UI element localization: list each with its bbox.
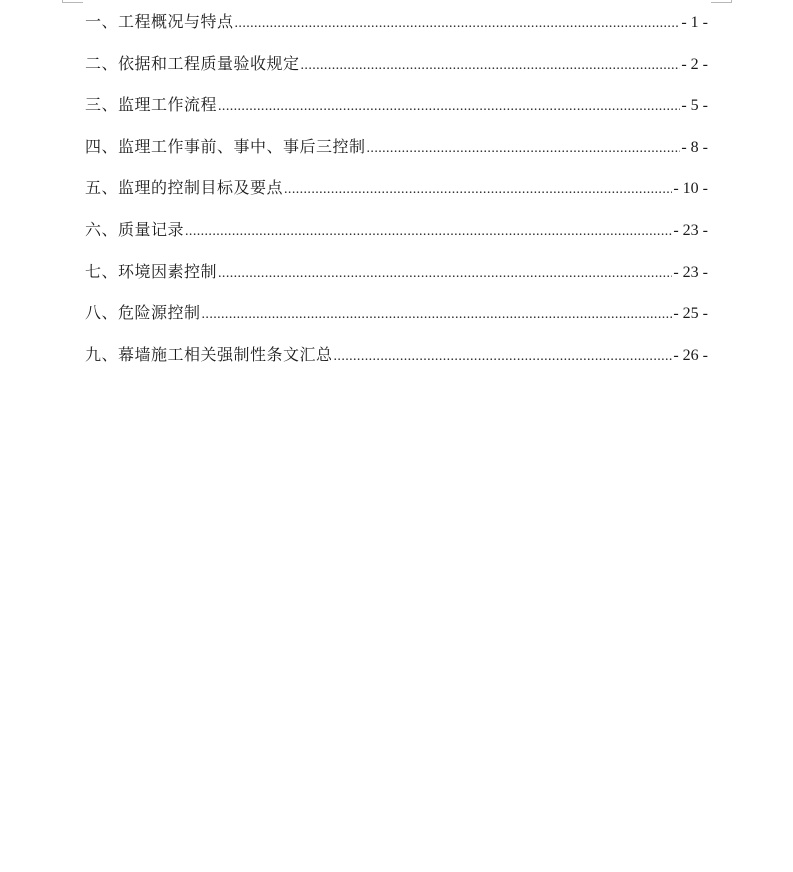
toc-page-number: - 5 - <box>681 97 708 115</box>
toc-entry-title: 七、环境因素控制 <box>85 261 218 281</box>
toc-entry-title: 四、监理工作事前、事中、事后三控制 <box>85 136 366 156</box>
toc-page-number: - 25 - <box>673 305 708 323</box>
toc-page-number: - 26 - <box>673 346 708 364</box>
toc-page-number: - 8 - <box>681 138 708 156</box>
toc-dot-leader <box>185 220 672 244</box>
toc-entry-title: 六、质量记录 <box>85 219 185 239</box>
toc-entry-title: 一、工程概况与特点 <box>85 12 234 31</box>
toc-entry-title: 二、依据和工程质量验收规定 <box>85 53 300 73</box>
toc-entry[interactable] <box>85 176 708 218</box>
toc-entry[interactable] <box>85 10 708 52</box>
toc-dot-leader <box>235 12 681 36</box>
toc-page-number: - 2 - <box>681 55 708 73</box>
toc-entry-title: 九、幕墙施工相关强制性条文汇总 <box>85 344 333 364</box>
margin-corner-mark-left <box>62 0 83 3</box>
toc-entry[interactable] <box>85 52 708 94</box>
toc-dot-leader <box>218 95 680 119</box>
toc-entry[interactable] <box>85 93 708 135</box>
table-of-contents <box>85 10 708 384</box>
toc-entry-title: 八、危险源控制 <box>85 303 201 323</box>
toc-entry[interactable] <box>85 218 708 260</box>
toc-entry[interactable] <box>85 135 708 177</box>
toc-page-number: - 10 - <box>673 180 708 198</box>
toc-entry-title: 三、监理工作流程 <box>85 95 218 115</box>
margin-corner-mark-right <box>711 0 732 3</box>
toc-dot-leader <box>301 54 681 78</box>
toc-dot-leader <box>202 303 673 327</box>
toc-dot-leader <box>284 178 672 202</box>
toc-dot-leader <box>218 262 672 286</box>
toc-entry[interactable] <box>85 260 708 302</box>
toc-dot-leader <box>334 345 673 369</box>
toc-entry[interactable] <box>85 301 708 343</box>
toc-page-number: - 23 - <box>673 263 708 281</box>
toc-page-number: - 23 - <box>673 221 708 239</box>
toc-dot-leader <box>367 137 681 161</box>
toc-page-number: - 1 - <box>681 14 708 31</box>
toc-entry-title: 五、监理的控制目标及要点 <box>85 178 284 198</box>
toc-entry[interactable] <box>85 343 708 385</box>
